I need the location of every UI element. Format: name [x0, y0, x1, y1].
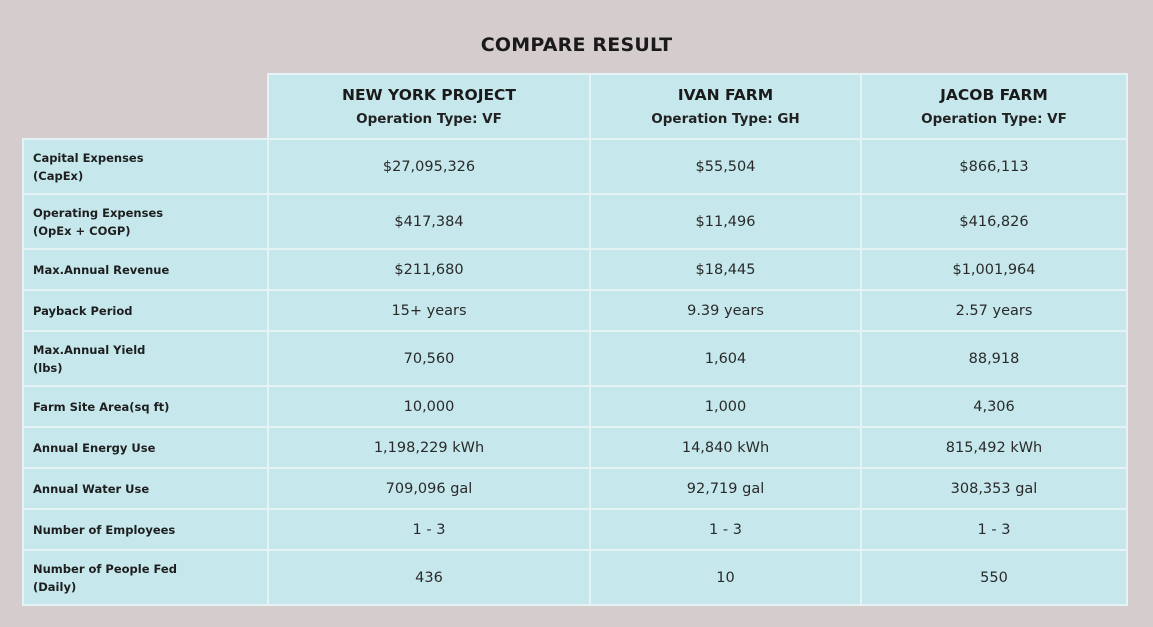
column-operation-type: Operation Type: VF	[356, 110, 502, 127]
cell-value: $27,095,326	[268, 139, 590, 194]
cell-value: 70,560	[268, 331, 590, 386]
cell-value: $18,445	[590, 249, 861, 290]
cell-value: 1,000	[590, 386, 861, 427]
table-row	[23, 427, 1127, 468]
cell-value: 1 - 3	[590, 509, 861, 550]
table-header-row	[23, 74, 1127, 139]
table-row	[23, 468, 1127, 509]
cell-value: 10	[590, 550, 861, 605]
table-row	[23, 249, 1127, 290]
row-label-number-of-employees: Number of Employees	[23, 509, 268, 550]
cell-value: $1,001,964	[861, 249, 1127, 290]
table-row	[23, 139, 1127, 194]
row-label-farm-site-area: Farm Site Area(sq ft)	[23, 386, 268, 427]
cell-value: 14,840 kWh	[590, 427, 861, 468]
table-row	[23, 550, 1127, 605]
cell-value: 10,000	[268, 386, 590, 427]
column-header-ivan-farm	[590, 74, 861, 139]
cell-value: 15+ years	[268, 290, 590, 331]
column-operation-type: Operation Type: VF	[921, 110, 1067, 127]
cell-value: $211,680	[268, 249, 590, 290]
cell-value: 550	[861, 550, 1127, 605]
cell-value: 815,492 kWh	[861, 427, 1127, 468]
cell-value: 1 - 3	[268, 509, 590, 550]
cell-value: 9.39 years	[590, 290, 861, 331]
row-label-opex: Operating Expenses (OpEx + COGP)	[23, 194, 268, 249]
page-title: COMPARE RESULT	[480, 34, 673, 56]
row-label-number-of-people-fed: Number of People Fed (Daily)	[23, 550, 268, 605]
cell-value: 88,918	[861, 331, 1127, 386]
cell-value: 2.57 years	[861, 290, 1127, 331]
cell-value: $55,504	[590, 139, 861, 194]
column-name: IVAN FARM	[677, 85, 774, 104]
row-label-payback-period: Payback Period	[23, 290, 268, 331]
cell-value: 92,719 gal	[590, 468, 861, 509]
cell-value: $416,826	[861, 194, 1127, 249]
table-row	[23, 509, 1127, 550]
column-operation-type: Operation Type: GH	[651, 110, 800, 127]
cell-value: 709,096 gal	[268, 468, 590, 509]
table-row	[23, 386, 1127, 427]
column-name: JACOB FARM	[940, 85, 1048, 104]
column-header-new-york-project	[268, 74, 590, 139]
cell-value: 4,306	[861, 386, 1127, 427]
compare-table	[22, 73, 1128, 606]
row-label-max-annual-revenue: Max.Annual Revenue	[23, 249, 268, 290]
cell-value: $866,113	[861, 139, 1127, 194]
cell-value: 1,198,229 kWh	[268, 427, 590, 468]
table-row	[23, 194, 1127, 249]
row-label-annual-water-use: Annual Water Use	[23, 468, 268, 509]
header-corner	[23, 74, 268, 139]
cell-value: 308,353 gal	[861, 468, 1127, 509]
table-row	[23, 331, 1127, 386]
cell-value: 1,604	[590, 331, 861, 386]
row-label-max-annual-yield: Max.Annual Yield (lbs)	[23, 331, 268, 386]
column-header-jacob-farm	[861, 74, 1127, 139]
row-label-capex: Capital Expenses (CapEx)	[23, 139, 268, 194]
cell-value: $11,496	[590, 194, 861, 249]
row-label-annual-energy-use: Annual Energy Use	[23, 427, 268, 468]
cell-value: 436	[268, 550, 590, 605]
column-name: NEW YORK PROJECT	[341, 85, 517, 104]
cell-value: $417,384	[268, 194, 590, 249]
table-row	[23, 290, 1127, 331]
cell-value: 1 - 3	[861, 509, 1127, 550]
